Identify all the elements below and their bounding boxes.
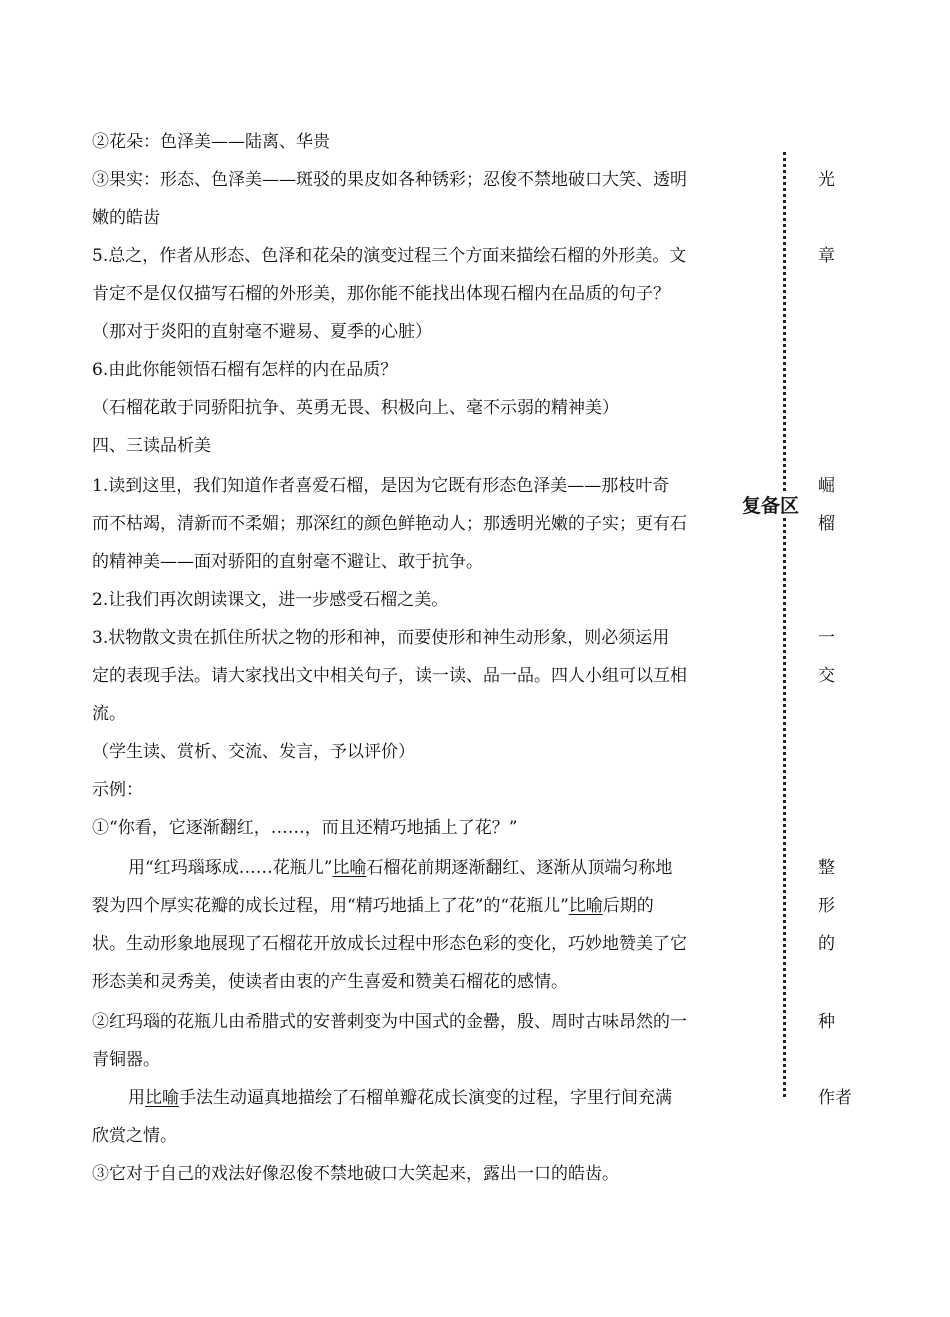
text-line: 欣赏之情。 — [92, 1126, 177, 1146]
side-char: 一 — [818, 628, 835, 648]
review-area-title: 复备区 — [742, 495, 800, 517]
text-span: 用“红玛瑙琢成……花瓶儿” — [128, 858, 333, 878]
text-line: ①“你看，它逐渐翻红，……，而且还精巧地插上了花？” — [92, 818, 518, 838]
text-line: 6.由此你能领悟石榴有怎样的内在品质？ — [92, 360, 398, 380]
text-line: 2.让我们再次朗读课文，进一步感受石榴之美。 — [92, 590, 449, 610]
text-line: 定的表现手法。请大家找出文中相关句子，读一读、品一品。四人小组可以互相 — [92, 666, 687, 686]
side-char: 交 — [818, 666, 835, 686]
text-span: 后期的 — [602, 896, 654, 916]
text-line — [128, 856, 672, 880]
underlined-term: 比喻 — [145, 1088, 179, 1108]
text-span: 石榴花前期逐渐翻红、逐渐从顶端匀称地 — [366, 858, 673, 878]
side-char: 榴 — [818, 514, 835, 534]
text-line: ③它对于自己的戏法好像忍俊不禁地破口大笑起来，露出一口的皓齿。 — [92, 1164, 619, 1184]
dotted-divider — [783, 152, 786, 1097]
text-line: 形态美和灵秀美，使读者由衷的产生喜爱和赞美石榴花的感情。 — [92, 972, 568, 992]
text-line: 的精神美——面对骄阳的直射毫不避让、敢于抗争。 — [92, 552, 483, 572]
text-line: 3.状物散文贵在抓住所状之物的形和神，而要使形和神生动形象，则必须运用 — [92, 628, 670, 648]
text-span: 裂为四个厚实花瓣的成长过程，用“精巧地插上了花”的“花瓶儿” — [92, 896, 569, 916]
text-line — [92, 894, 654, 918]
text-line: 青铜器。 — [92, 1050, 160, 1070]
text-line — [128, 1086, 672, 1110]
text-line: （石榴花敢于同骄阳抗争、英勇无畏、积极向上、毫不示弱的精神美） — [92, 398, 619, 418]
text-line: 肯定不是仅仅描写石榴的外形美，那你能不能找出体现石榴内在品质的句子？ — [92, 284, 670, 304]
text-span: 用 — [128, 1088, 145, 1108]
text-line: 嫩的皓齿 — [92, 208, 160, 228]
text-line: （那对于炎阳的直射毫不避易、夏季的心脏） — [92, 322, 432, 342]
text-line: （学生读、赏析、交流、发言，予以评价） — [92, 742, 415, 762]
side-char: 章 — [818, 246, 835, 266]
text-line: 而不枯竭，清新而不柔媚；那深红的颜色鲜艳动人；那透明光嫩的子实；更有石 — [92, 514, 687, 534]
side-char: 崛 — [818, 476, 835, 496]
underlined-term: 比喻 — [332, 858, 367, 878]
side-char: 种 — [818, 1012, 835, 1032]
text-line: 流。 — [92, 704, 126, 724]
section-heading: 四、三读品析美 — [92, 436, 211, 456]
text-line: 状。生动形象地展现了石榴花开放成长过程中形态色彩的变化，巧妙地赞美了它 — [92, 934, 687, 954]
text-line: ③果实：形态、色泽美——斑驳的果皮如各种锈彩；忍俊不禁地破口大笑、透明 — [92, 170, 687, 190]
text-line: 示例： — [92, 780, 143, 800]
underlined-term: 比喻 — [568, 896, 603, 916]
side-char: 光 — [818, 170, 835, 190]
side-char: 整 — [818, 858, 835, 878]
text-line: 1.读到这里，我们知道作者喜爱石榴，是因为它既有形态色泽美——那枝叶奇 — [92, 476, 670, 496]
text-line: ②花朵：色泽美——陆离、华贵 — [92, 132, 330, 152]
text-line: 5.总之，作者从形态、色泽和花朵的演变过程三个方面来描绘石榴的外形美。文 — [92, 246, 687, 266]
text-span: 手法生动逼真地描绘了石榴单瓣花成长演变的过程，字里行间充满 — [179, 1088, 672, 1108]
side-char: 形 — [818, 896, 835, 916]
side-char: 的 — [818, 934, 835, 954]
side-char: 作者 — [818, 1088, 852, 1108]
text-line: ②红玛瑙的花瓶儿由希腊式的安普剌变为中国式的金罍，殷、周时古味昂然的一 — [92, 1012, 687, 1032]
